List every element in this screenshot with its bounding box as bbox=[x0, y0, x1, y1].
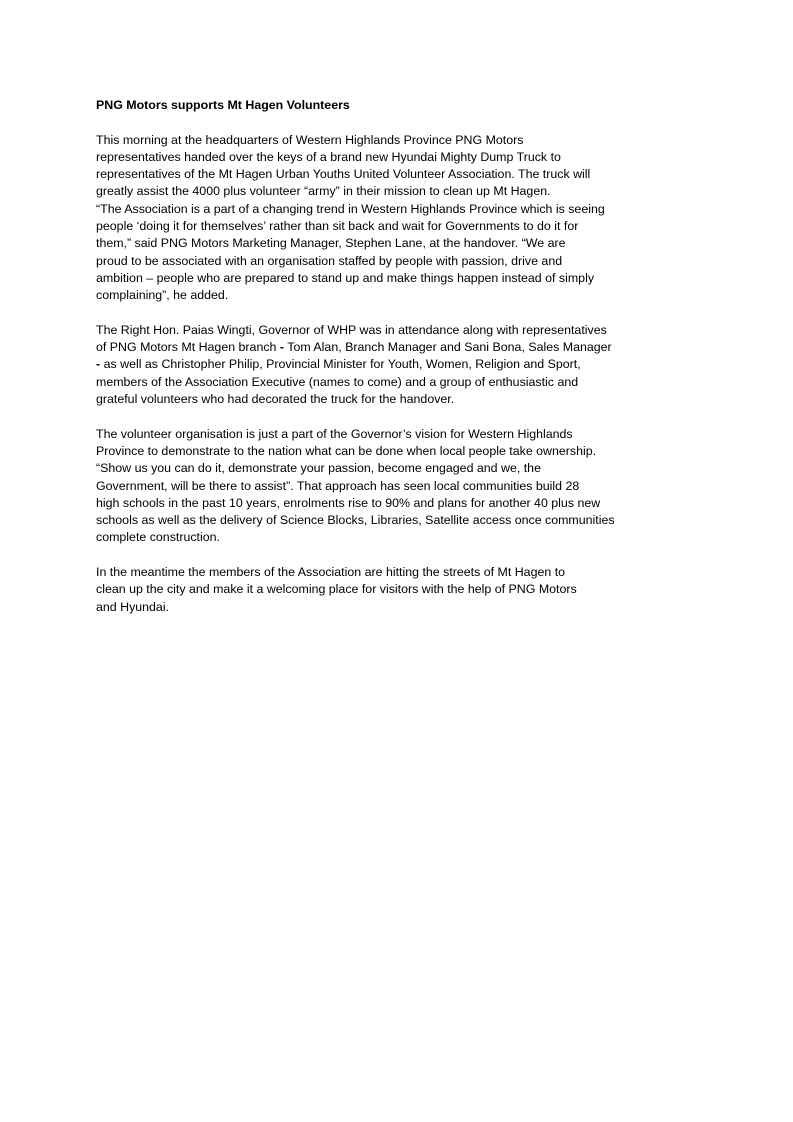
paragraph-2 bbox=[96, 322, 708, 408]
text-fragment: of PNG Motors Mt Hagen branch bbox=[96, 340, 277, 355]
text-line: Province to demonstrate to the nation what can be done when local people take ownership. bbox=[96, 443, 597, 458]
text-line: clean up the city and make it a welcoming place for visitors with the help of PNG Motors bbox=[96, 582, 577, 597]
text-fragment: Tom Alan, Branch Manager and Sani Bona, Sales Manager bbox=[287, 340, 612, 355]
text-line bbox=[96, 356, 708, 373]
text-line: people ‘doing it for themselves’ rather than sit back and wait for Governments to do it for bbox=[96, 219, 579, 234]
paragraph-1 bbox=[96, 132, 708, 305]
bold-dash: - bbox=[96, 357, 101, 372]
text-line: complete construction. bbox=[96, 530, 220, 545]
text-line bbox=[96, 339, 708, 356]
bold-dash: - bbox=[279, 340, 285, 355]
text-line: greatly assist the 4000 plus volunteer “army” in their mission to clean up Mt Hagen. bbox=[96, 184, 551, 199]
text-line: In the meantime the members of the Association are hitting the streets of Mt Hagen to bbox=[96, 565, 566, 580]
text-line: The Right Hon. Paias Wingti, Governor of WHP was in attendance along with representatives bbox=[96, 322, 607, 337]
text-line: members of the Association Executive (names to come) and a group of enthusiastic and bbox=[96, 374, 579, 389]
paragraph-3 bbox=[96, 426, 708, 547]
text-line: high schools in the past 10 years, enrolments rise to 90% and plans for another 40 plus new bbox=[96, 495, 601, 510]
article-body bbox=[96, 97, 708, 633]
text-line: them,” said PNG Motors Marketing Manager, Stephen Lane, at the handover. “We are bbox=[96, 236, 566, 251]
paragraph-4 bbox=[96, 564, 708, 616]
text-line: ambition – people who are prepared to stand up and make things happen instead of simply bbox=[96, 270, 595, 285]
text-line: grateful volunteers who had decorated the truck for the handover. bbox=[96, 392, 455, 407]
text-line: representatives of the Mt Hagen Urban Youths United Volunteer Association. The truck will bbox=[96, 167, 591, 182]
text-line: complaining”, he added. bbox=[96, 288, 229, 303]
text-line: proud to be associated with an organisation staffed by people with passion, drive and bbox=[96, 253, 563, 268]
text-line: and Hyundai. bbox=[96, 599, 170, 614]
text-line: schools as well as the delivery of Science Blocks, Libraries, Satellite access once communities bbox=[96, 513, 615, 528]
text-line: representatives handed over the keys of a brand new Hyundai Mighty Dump Truck to bbox=[96, 149, 561, 164]
text-line: “Show us you can do it, demonstrate your passion, become engaged and we, the bbox=[96, 461, 541, 476]
article-title: PNG Motors supports Mt Hagen Volunteers bbox=[96, 98, 350, 112]
text-fragment: as well as Christopher Philip, Provincial Minister for Youth, Women, Religion and Sport, bbox=[103, 357, 581, 372]
text-line: This morning at the headquarters of Western Highlands Province PNG Motors bbox=[96, 132, 524, 147]
text-line: “The Association is a part of a changing trend in Western Highlands Province which is seeing bbox=[96, 201, 605, 216]
text-line: Government, will be there to assist”. That approach has seen local communities build 28 bbox=[96, 478, 580, 493]
text-line: The volunteer organisation is just a part of the Governor’s vision for Western Highlands bbox=[96, 426, 573, 441]
